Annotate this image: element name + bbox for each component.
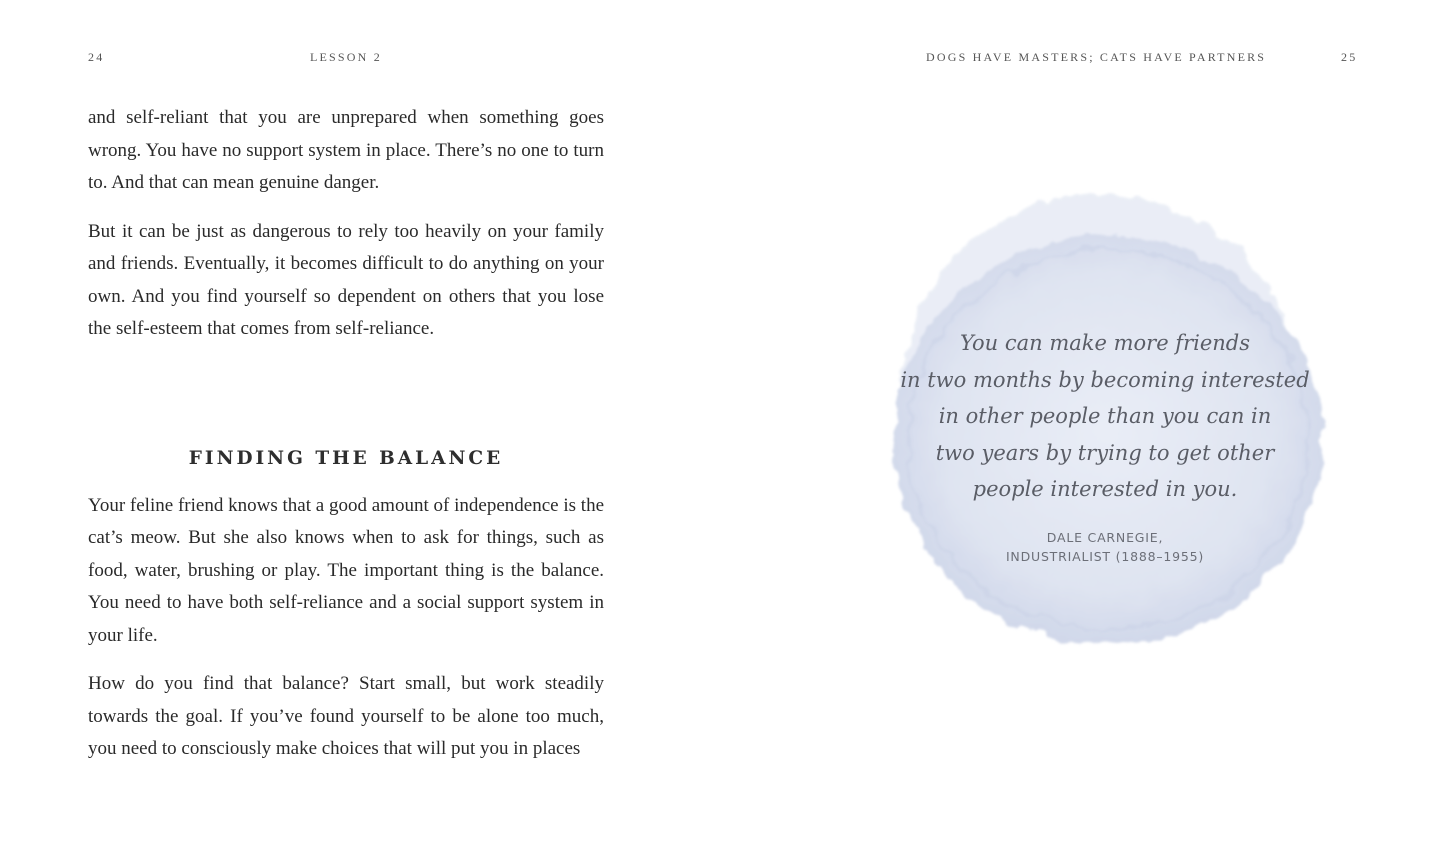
quote-attribution: [880, 528, 1330, 566]
quote-line: people interested in you.: [972, 477, 1238, 501]
running-head-left: LESSON 2: [310, 50, 382, 64]
quote-line: in two months by becoming interested: [900, 367, 1310, 392]
page-number-right: 25: [1341, 50, 1358, 64]
quote-line: You can make more friends: [959, 331, 1251, 355]
attribution-name: DALE CARNEGIE,: [1046, 530, 1164, 545]
body-paragraph: and self-reliant that you are unprepared when something goes wrong. You have no support system in place. There’s no one to turn to. And that can mean genuine danger.: [88, 107, 604, 193]
section-heading: FINDING THE BALANCE: [188, 447, 504, 469]
left-page-body: [88, 102, 604, 766]
body-paragraph: How do you find that balance? Start small, but work steadily towards the goal. If you’ve found yourself to be alone too much, you need to consciously make choices that will put you in places: [88, 673, 604, 759]
attribution-title: INDUSTRIALIST (1888–1955): [1005, 549, 1205, 564]
quote-callout: [880, 190, 1330, 655]
page-number-left: 24: [88, 50, 105, 64]
body-paragraph: Your feline friend knows that a good amount of independence is the cat’s meow. But she also knows when to ask for things, such as food, water, brushing or play. The important thing is the balance. You need to have both self-reliance and a social support system in your life.: [88, 494, 604, 646]
quote-line: in other people than you can in: [938, 404, 1272, 428]
body-paragraph: But it can be just as dangerous to rely too heavily on your family and friends. Eventually, it becomes difficult to do anything on your own. And you find yourself so dependent on others that you lose the self-esteem that comes from self-reliance.: [88, 220, 604, 339]
quote-line: two years by trying to get other: [935, 440, 1275, 465]
running-head-right: DOGS HAVE MASTERS; CATS HAVE PARTNERS: [926, 50, 1267, 64]
quote-text: [880, 325, 1330, 508]
